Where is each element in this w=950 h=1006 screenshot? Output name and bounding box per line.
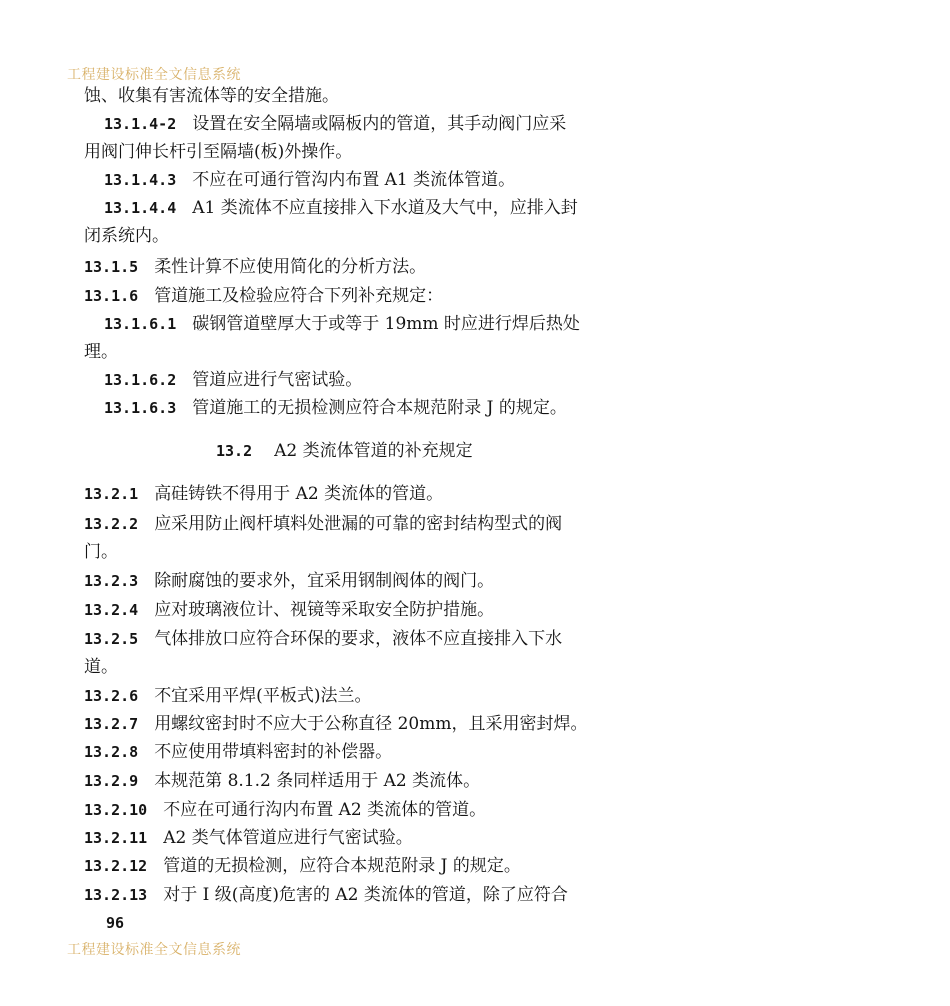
text-line xyxy=(84,141,624,163)
clause-text: 应对玻璃液位计、视镜等采取安全防护措施。 xyxy=(154,600,495,620)
clause-text: 本规范第 8.1.2 条同样适用于 A2 类流体。 xyxy=(154,771,481,791)
clause-line xyxy=(104,197,644,219)
clause-line xyxy=(84,741,624,763)
clause-text: 管道的无损检测，应符合本规范附录 J 的规定。 xyxy=(163,856,521,876)
clause-line xyxy=(84,770,624,792)
clause-line xyxy=(84,570,624,592)
clause-text: 柔性计算不应使用简化的分析方法。 xyxy=(154,257,427,277)
line-text: 门。 xyxy=(84,542,118,562)
text-line xyxy=(84,341,624,363)
clause-number: 13.1.4.4 xyxy=(104,199,177,217)
clause-text: 不应在可通行管沟内布置 A1 类流体管道。 xyxy=(192,170,516,190)
clause-number: 13.2.6 xyxy=(84,687,139,705)
clause-number: 13.1.6.2 xyxy=(104,371,177,389)
clause-line xyxy=(104,113,644,135)
clause-line xyxy=(104,369,644,391)
clause-number: 13.1.4-2 xyxy=(104,115,177,133)
clause-text: 管道应进行气密试验。 xyxy=(192,370,363,390)
clause-line xyxy=(84,483,624,505)
clause-line xyxy=(84,628,624,650)
clause-number: 13.2.3 xyxy=(84,572,139,590)
clause-text: A1 类流体不应直接排入下水道及大气中，应排入封 xyxy=(192,198,578,218)
clause-line xyxy=(104,313,644,335)
clause-number: 13.1.6 xyxy=(84,287,139,305)
clause-text: 应采用防止阀杆填料处泄漏的可靠的密封结构型式的阀 xyxy=(154,514,563,534)
clause-number: 13.1.6.1 xyxy=(104,315,177,333)
clause-line xyxy=(104,397,644,419)
watermark-top: 工程建设标准全文信息系统 xyxy=(67,67,241,83)
text-line xyxy=(84,225,624,247)
clause-text: 不应在可通行沟内布置 A2 类流体的管道。 xyxy=(163,800,487,820)
clause-text: 高硅铸铁不得用于 A2 类流体的管道。 xyxy=(154,484,444,504)
clause-number: 13.2.2 xyxy=(84,515,139,533)
text-line xyxy=(84,541,624,563)
text-line xyxy=(84,656,624,678)
section-number: 13.2 xyxy=(216,442,253,460)
clause-number: 13.2.12 xyxy=(84,857,148,875)
clause-number: 13.2.4 xyxy=(84,601,139,619)
clause-number: 13.2.10 xyxy=(84,801,148,819)
section-title: A2 类流体管道的补充规定 xyxy=(274,441,473,461)
clause-text: 不应使用带填料密封的补偿器。 xyxy=(154,742,393,762)
clause-text: 管道施工的无损检测应符合本规范附录 J 的规定。 xyxy=(192,398,567,418)
clause-number: 13.1.6.3 xyxy=(104,399,177,417)
clause-text: 管道施工及检验应符合下列补充规定： xyxy=(154,286,444,306)
clause-number: 13.2.5 xyxy=(84,630,139,648)
clause-text: 除耐腐蚀的要求外，宜采用钢制阀体的阀门。 xyxy=(154,571,495,591)
clause-line xyxy=(84,799,624,821)
clause-text: A2 类气体管道应进行气密试验。 xyxy=(163,828,413,848)
line-text: 闭系统内。 xyxy=(84,226,169,246)
line-text: 用阀门伸长杆引至隔墙(板)外操作。 xyxy=(84,142,353,162)
clause-number: 13.2.1 xyxy=(84,485,139,503)
clause-text: 用螺纹密封时不应大于公称直径 20mm，且采用密封焊。 xyxy=(154,714,588,734)
clause-text: 碳钢管道壁厚大于或等于 19mm 时应进行焊后热处 xyxy=(192,314,580,334)
clause-line xyxy=(84,256,624,278)
clause-number: 13.2.13 xyxy=(84,886,148,904)
clause-number: 13.1.4.3 xyxy=(104,171,177,189)
clause-line xyxy=(84,884,624,906)
watermark-bottom: 工程建设标准全文信息系统 xyxy=(67,942,241,958)
clause-text: 不宜采用平焊(平板式)法兰。 xyxy=(154,686,372,706)
clause-line xyxy=(84,855,624,877)
clause-text: 气体排放口应符合环保的要求，液体不应直接排入下水 xyxy=(154,629,563,649)
clause-line xyxy=(84,513,624,535)
clause-number: 13.2.8 xyxy=(84,743,139,761)
clause-number: 13.1.5 xyxy=(84,258,139,276)
clause-text: 对于 I 级(高度)危害的 A2 类流体的管道，除了应符合 xyxy=(163,885,568,905)
clause-number: 13.2.11 xyxy=(84,829,148,847)
clause-text: 设置在安全隔墙或隔板内的管道，其手动阀门应采 xyxy=(192,114,567,134)
clause-number: 13.2.7 xyxy=(84,715,139,733)
clause-line xyxy=(84,827,624,849)
clause-line xyxy=(84,599,624,621)
line-text: 蚀、收集有害流体等的安全措施。 xyxy=(84,86,339,106)
clause-line xyxy=(84,685,624,707)
clause-line xyxy=(84,285,624,307)
section-heading xyxy=(216,440,473,462)
page-number: 96 xyxy=(106,914,125,932)
clause-line xyxy=(84,713,624,735)
clause-number: 13.2.9 xyxy=(84,772,139,790)
clause-line xyxy=(104,169,644,191)
line-text: 道。 xyxy=(84,657,118,677)
line-text: 理。 xyxy=(84,342,118,362)
text-line xyxy=(84,85,624,107)
